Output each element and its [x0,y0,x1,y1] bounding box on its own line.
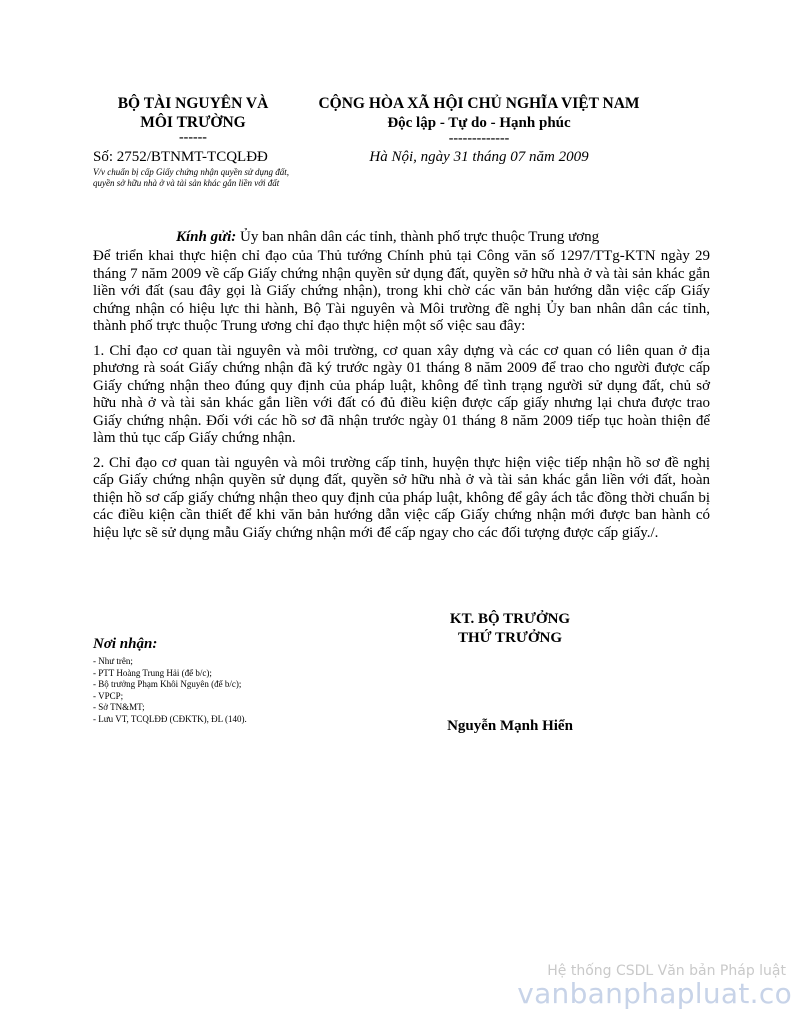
national-heading [290,94,668,145]
addressee-label: Kính gửi: [176,229,237,245]
recipients-list [93,656,247,725]
national-motto: Độc lập - Tự do - Hạnh phúc [387,115,571,131]
agency-name-line1: BỘ TÀI NGUYÊN VÀ [117,95,269,112]
addressee [176,229,599,246]
agency-block [93,94,293,144]
recipient-item: - Sở TN&MT; [93,702,145,712]
recipient-item: - Lưu VT, TCQLĐĐ (CĐKTK), ĐL (140). [93,713,247,724]
recipient-item: - Như trên; [93,656,133,666]
item-2-paragraph: 2. Chỉ đạo cơ quan tài nguyên và môi trường cấp tỉnh, huyện thực hiện việc tiếp nhận hồ sơ đề nghị cấp Giấy chứng nhận quyền sử dụng đất, quyền sở hữu nhà ở và tài sản khác gắn liền với đất, hoàn thiện hồ sơ cấp giấy chứng nhận theo quy định của pháp luật, không để gây ách tắc đồng thời chuẩn bị các điều kiện cần thiết để khi văn bản hướng dẫn việc cấp Giấy chứng nhận mới được ban hành có hiệu lực sẽ sử dụng mẫu Giấy chứng nhận mới để cấp ngay cho các đối tượng được cấp giấy./. [93,454,710,541]
recipients-title: Nơi nhận: [93,636,158,652]
document-subject: V/v chuẩn bị cấp Giấy chứng nhận quyền sử dụng đất, quyền sở hữu nhà ở và tài sản khác gắn liền với đất [93,167,290,188]
signature-title-line2: THỨ TRƯỞNG [457,630,563,646]
recipient-item: - Bộ trưởng Phạm Khôi Nguyên (để b/c); [93,679,242,689]
document-body [93,248,710,549]
signature-title-line1: KT. BỘ TRƯỞNG [449,611,571,627]
watermark-caption: Hệ thống CSDL Văn bản Pháp luật [547,963,786,979]
watermark-site: vanbanphapluat.co [517,977,792,1010]
item-1-paragraph: 1. Chỉ đạo cơ quan tài nguyên và môi trường, cơ quan xây dựng và các cơ quan có liên quan ở địa phương rà soát Giấy chứng nhận đã ký trước ngày 01 tháng 8 năm 2009 để trao cho người được cấp Giấy chứng nhận theo đúng quy định của pháp luật, không để tình trạng người sử dụng đất, chủ sở hữu nhà ở và tài sản khác gắn liền với đất có đủ điều kiện được cấp giấy nhưng lại chưa được trao Giấy chứng nhận. Đối với các hồ sơ đã nhận trước ngày 01 tháng 8 năm 2009 tiếp tục hoàn thiện để làm thủ tục cấp Giấy chứng nhận. [93,342,710,446]
agency-name-line2: MÔI TRƯỜNG [140,114,246,131]
recipient-item: - VPCP; [93,690,124,701]
motto-divider: ------------- [448,131,510,146]
recipient-item: - PTT Hoàng Trung Hải (để b/c); [93,667,212,678]
place-and-date: Hà Nội, ngày 31 tháng 07 năm 2009 [369,149,589,165]
signature-title [420,610,600,648]
agency-divider: ------ [179,130,207,145]
document-number: Số: 2752/BTNMT-TCQLĐĐ [93,149,268,165]
country-name: CỘNG HÒA XÃ HỘI CHỦ NGHĨA VIỆT NAM [318,95,640,112]
intro-paragraph: Để triển khai thực hiện chỉ đạo của Thủ tướng Chính phủ tại Công văn số 1297/TTg-KTN ngày 29 tháng 7 năm 2009 về cấp Giấy chứng nhận quyền sử dụng đất, quyền sở hữu nhà ở và tài sản khác gắn liền với đất (sau đây gọi là Giấy chứng nhận), trong khi chờ các văn bản hướng dẫn việc cấp Giấy chứng nhận có hiệu lực thi hành, Bộ Tài nguyên và Môi trường đề nghị Ủy ban nhân dân các tỉnh, thành phố trực thuộc Trung ương chỉ đạo thực hiện một số việc sau đây: [93,248,710,334]
signer-name: Nguyễn Mạnh Hiển [447,718,573,734]
addressee-text: Ủy ban nhân dân các tỉnh, thành phố trực thuộc Trung ương [236,229,600,245]
